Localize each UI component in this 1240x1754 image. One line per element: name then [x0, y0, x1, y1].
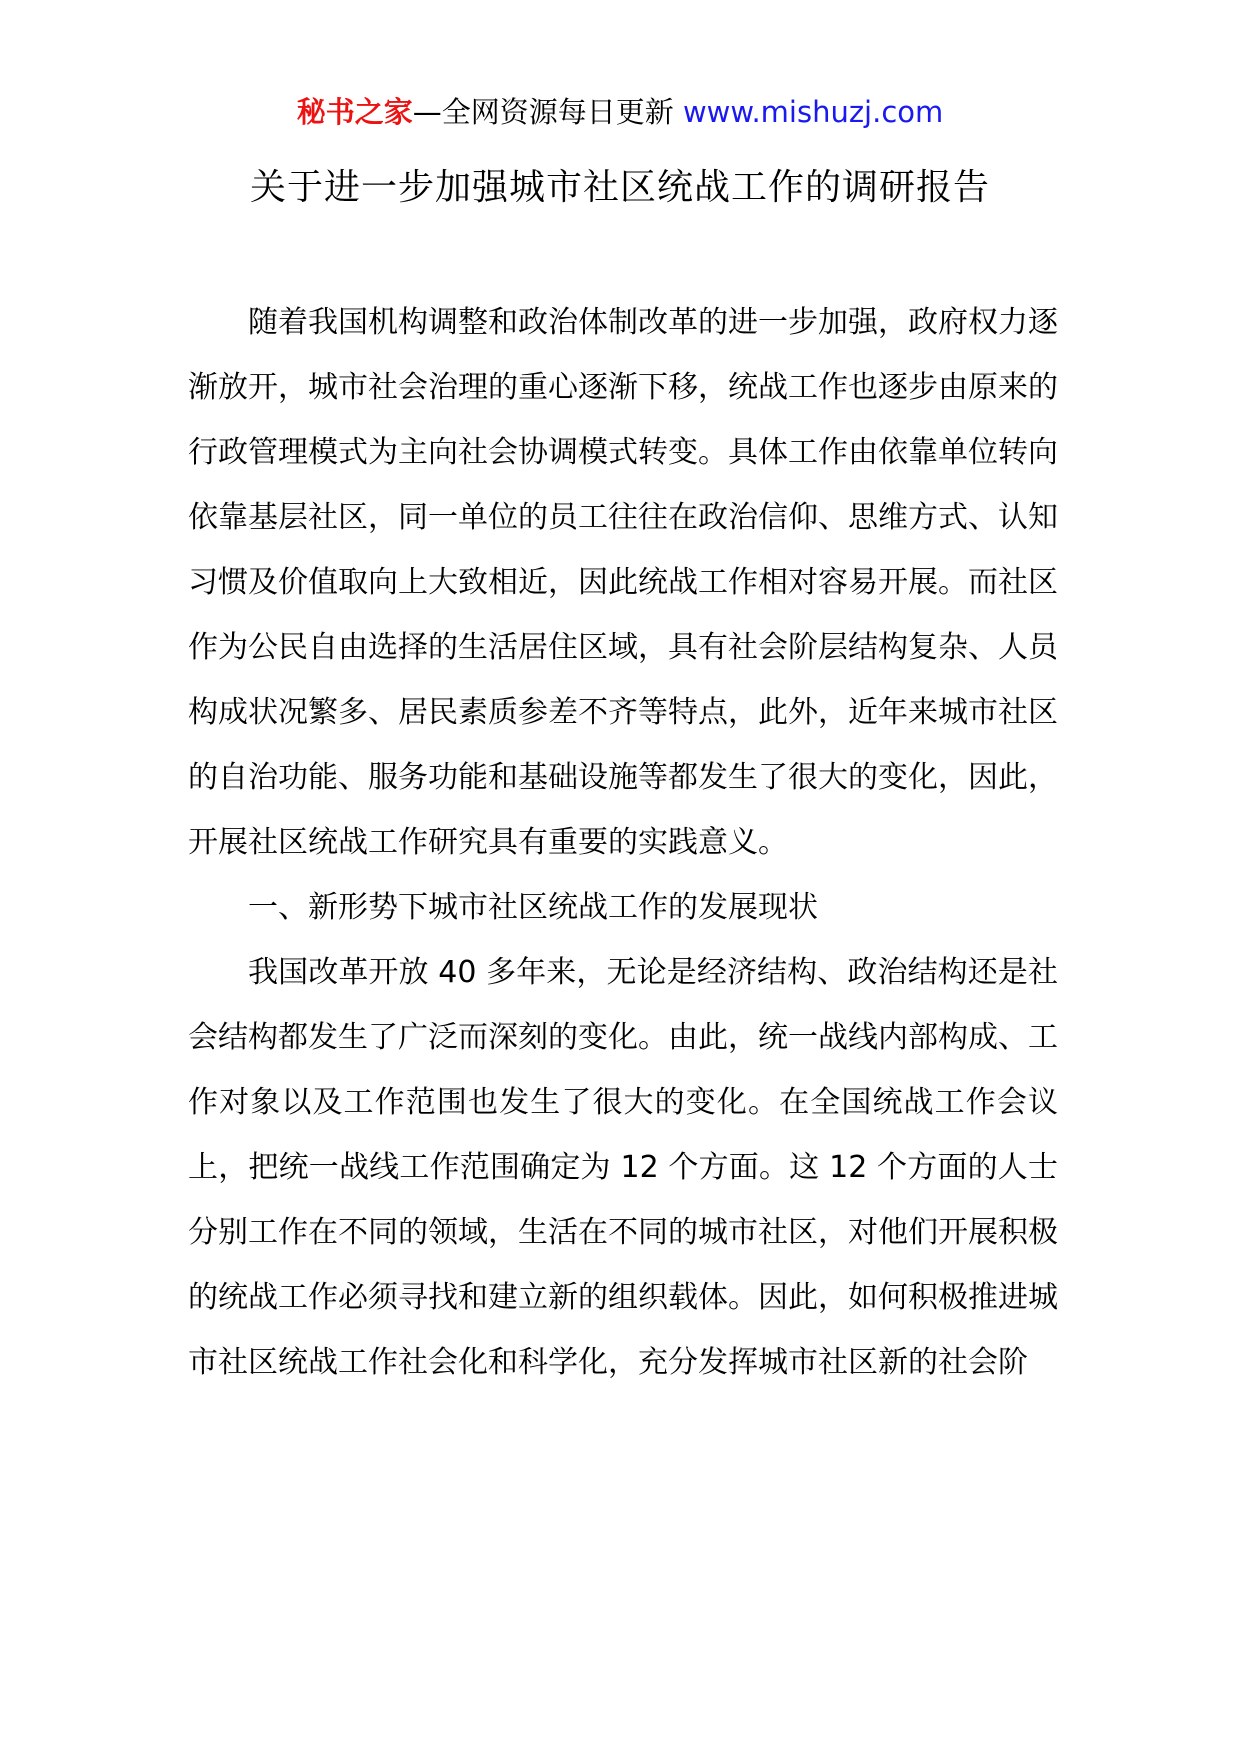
section-heading: 一、新形势下城市社区统战工作的发展现状: [248, 890, 818, 925]
site-header: [0, 92, 1240, 132]
body-paragraph: 我国改革开放 40 多年来，无论是经济结构、政治结构还是社会结构都发生了广泛而深刻的变化。由此，统一战线内部构成、工作对象以及工作范围也发生了很大的变化。在全国统战工作会议上，把统一战线工作范围确定为 12 个方面。这 12 个方面的人士分别工作在不同的领域，生活在不同的城市社区，对他们开展积极的统战工作必须寻找和建立新的组织载体。因此，如何积极推进城市社区统战工作社会化和科学化，充分发挥城市社区新的社会阶: [188, 955, 1058, 1380]
document-body: [188, 290, 1058, 1395]
intro-paragraph: 随着我国机构调整和政治体制改革的进一步加强，政府权力逐渐放开，城市社会治理的重心逐渐下移，统战工作也逐步由原来的行政管理模式为主向社会协调模式转变。具体工作由依靠单位转向依靠基层社区，同一单位的员工往往在政治信仰、思维方式、认知习惯及价值取向上大致相近，因此统战工作相对容易开展。而社区作为公民自由选择的生活居住区域，具有社会阶层结构复杂、人员构成状况繁多、居民素质参差不齐等特点，此外，近年来城市社区的自治功能、服务功能和基础设施等都发生了很大的变化，因此，开展社区统战工作研究具有重要的实践意义。: [188, 305, 1058, 860]
site-tagline: —全网资源每日更新: [412, 95, 683, 129]
brand-name: 秘书之家: [296, 95, 413, 129]
document-title: 关于进一步加强城市社区统战工作的调研报告: [249, 167, 990, 208]
site-url-link[interactable]: www.mishuzj.com: [682, 95, 944, 129]
